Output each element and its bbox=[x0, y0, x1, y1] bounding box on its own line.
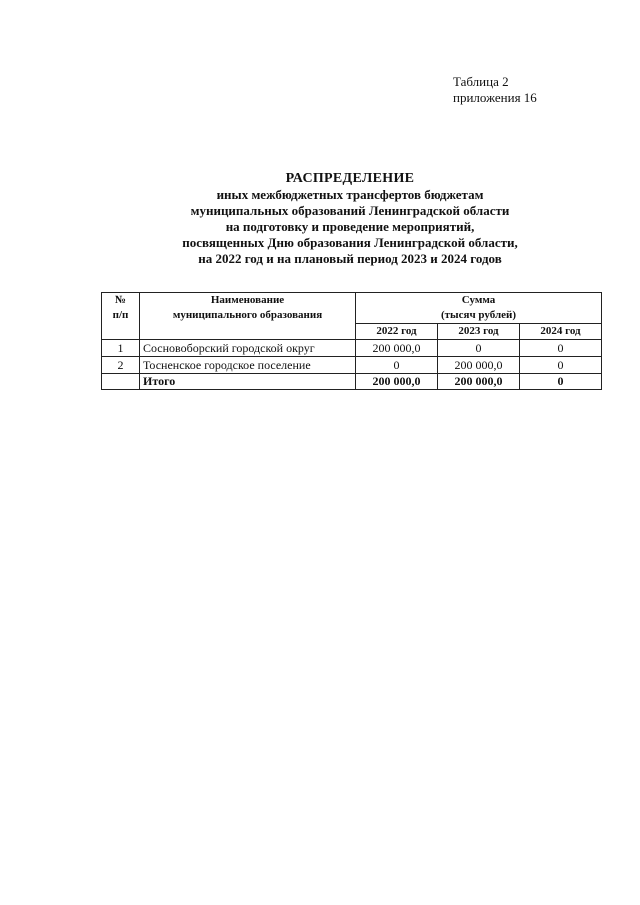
appendix-number: приложения 16 bbox=[453, 90, 537, 105]
heading-line: иных межбюджетных трансфертов бюджетам bbox=[216, 187, 484, 202]
header-number bbox=[102, 293, 140, 340]
table-row bbox=[102, 357, 602, 374]
table-row bbox=[102, 340, 602, 357]
row-municipality: Сосновоборский городской округ bbox=[140, 340, 356, 357]
heading-line: на 2022 год и на плановый период 2023 и 2024 годов bbox=[198, 251, 502, 266]
header-name bbox=[140, 293, 356, 340]
distribution-table bbox=[101, 292, 602, 390]
row-municipality: Тосненское городское поселение bbox=[140, 357, 356, 374]
heading-line: муниципальных образований Ленинградской области bbox=[190, 203, 510, 218]
header-name-line: Наименование bbox=[210, 294, 285, 306]
header-sum bbox=[356, 293, 602, 324]
row-value-2024: 0 bbox=[520, 357, 602, 374]
heading-line: посвященных Дню образования Ленинградской области, bbox=[182, 235, 518, 250]
row-number: 1 bbox=[102, 340, 140, 357]
table-reference-note bbox=[453, 74, 537, 106]
document-heading bbox=[100, 170, 600, 267]
heading-title: РАСПРЕДЕЛЕНИЕ bbox=[285, 171, 415, 186]
table-number: Таблица 2 bbox=[453, 74, 509, 89]
header-name-line: муниципального образования bbox=[172, 309, 323, 321]
row-value-2023: 200 000,0 bbox=[438, 357, 520, 374]
total-value-2023: 200 000,0 bbox=[438, 374, 520, 390]
header-sum-line: (тысяч рублей) bbox=[440, 309, 517, 321]
header-year-2022: 2022 год bbox=[356, 324, 438, 340]
total-value-2022: 200 000,0 bbox=[356, 374, 438, 390]
header-number-line: № bbox=[114, 294, 127, 306]
row-value-2024: 0 bbox=[520, 340, 602, 357]
heading-line: на подготовку и проведение мероприятий, bbox=[225, 219, 475, 234]
header-year-2024: 2024 год bbox=[520, 324, 602, 340]
table-total-row bbox=[102, 374, 602, 390]
total-number-empty bbox=[102, 374, 140, 390]
header-sum-line: Сумма bbox=[461, 294, 496, 306]
total-value-2024: 0 bbox=[520, 374, 602, 390]
row-value-2022: 200 000,0 bbox=[356, 340, 438, 357]
table-header-row bbox=[102, 293, 602, 324]
row-number: 2 bbox=[102, 357, 140, 374]
header-number-line: п/п bbox=[112, 309, 129, 321]
row-value-2023: 0 bbox=[438, 340, 520, 357]
total-label: Итого bbox=[140, 374, 356, 390]
header-year-2023: 2023 год bbox=[438, 324, 520, 340]
row-value-2022: 0 bbox=[356, 357, 438, 374]
